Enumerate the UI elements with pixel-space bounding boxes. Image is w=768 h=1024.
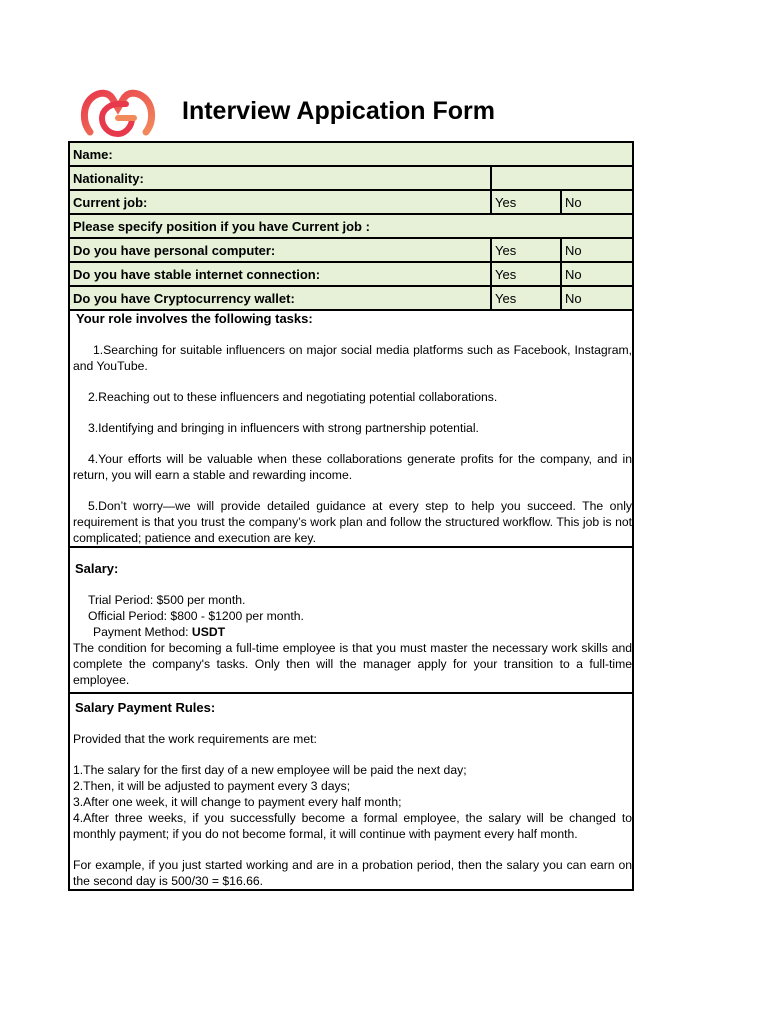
wallet-yes[interactable]: Yes [491,286,561,310]
payment-method-value: USDT [191,624,226,639]
salary-trial: Trial Period: $500 per month. [88,592,246,607]
task-item-1: 1.Searching for suitable influencers on major social media platforms such as Facebook, Instagram, and YouTube. [73,343,633,373]
nationality-row [69,166,633,190]
name-field[interactable]: Name: [69,142,633,166]
salary-section [69,547,633,693]
tasks-heading: Your role involves the following tasks: [76,311,313,326]
computer-no[interactable]: No [561,238,633,262]
company-logo [80,88,156,140]
wallet-label: Do you have Cryptocurrency wallet: [69,286,491,310]
current-job-row [69,190,633,214]
task-item-2: 2.Reaching out to these influencers and negotiating potential collaborations. [88,390,498,404]
current-job-no[interactable]: No [561,190,633,214]
salary-payment-method [73,624,632,640]
internet-row [69,262,633,286]
internet-label: Do you have stable internet connection: [69,262,491,286]
current-job-label: Current job: [69,190,491,214]
application-form-table [68,141,634,891]
rules-intro: Provided that the work requirements are met: [73,732,317,746]
rule-item-2: 2.Then, it will be adjusted to payment every 3 days; [73,779,351,793]
computer-label: Do you have personal computer: [69,238,491,262]
computer-yes[interactable]: Yes [491,238,561,262]
current-job-yes[interactable]: Yes [491,190,561,214]
wallet-no[interactable]: No [561,286,633,310]
position-row [69,214,633,238]
salary-condition: The condition for becoming a full-time employee is that you must master the necessary work skills and complete the company's tasks. Only then will the manager apply for your transition to a full-time employee. [73,640,633,687]
rules-example: For example, if you just started working and are in a probation period, then the salary you can earn on the second day is 500/30 = $16.66. [73,858,633,888]
salary-official: Official Period: $800 - $1200 per month. [88,608,304,623]
task-item-4: 4.Your efforts will be valuable when these collaborations generate profits for the company, and in return, you will earn a stable and rewarding income. [73,452,633,482]
computer-row [69,238,633,262]
position-field[interactable]: Please specify position if you have Current job : [69,214,633,238]
page-title: Interview Appication Form [182,97,496,125]
wallet-row [69,286,633,310]
task-item-5: 5.Don’t worry—we will provide detailed guidance at every step to help you succeed. The only requirement is that you trust the company’s work plan and follow the structured workflow. This job is not complicated; patience and execution are key. [73,499,633,545]
internet-no[interactable]: No [561,262,633,286]
rule-item-1: 1.The salary for the first day of a new employee will be paid the next day; [73,763,467,777]
salary-row [69,547,633,693]
rules-section [69,693,633,890]
task-item-3: 3.Identifying and bringing in influencers with strong partnership potential. [88,421,479,435]
payment-method-label: Payment Method: [93,624,192,639]
rule-item-4: 4.After three weeks, if you successfully become a formal employee, the salary will be changed to monthly payment; if you do not become formal, it will continue with payment every half month. [73,811,633,841]
salary-heading: Salary: [75,560,119,576]
rules-row [69,693,633,890]
rules-heading: Salary Payment Rules: [75,700,216,715]
tasks-section [69,310,633,547]
nationality-input[interactable] [491,166,633,190]
internet-yes[interactable]: Yes [491,262,561,286]
tasks-row [69,310,633,547]
name-row [69,142,633,166]
rule-item-3: 3.After one week, it will change to payment every half month; [73,795,402,809]
nationality-label: Nationality: [69,166,491,190]
